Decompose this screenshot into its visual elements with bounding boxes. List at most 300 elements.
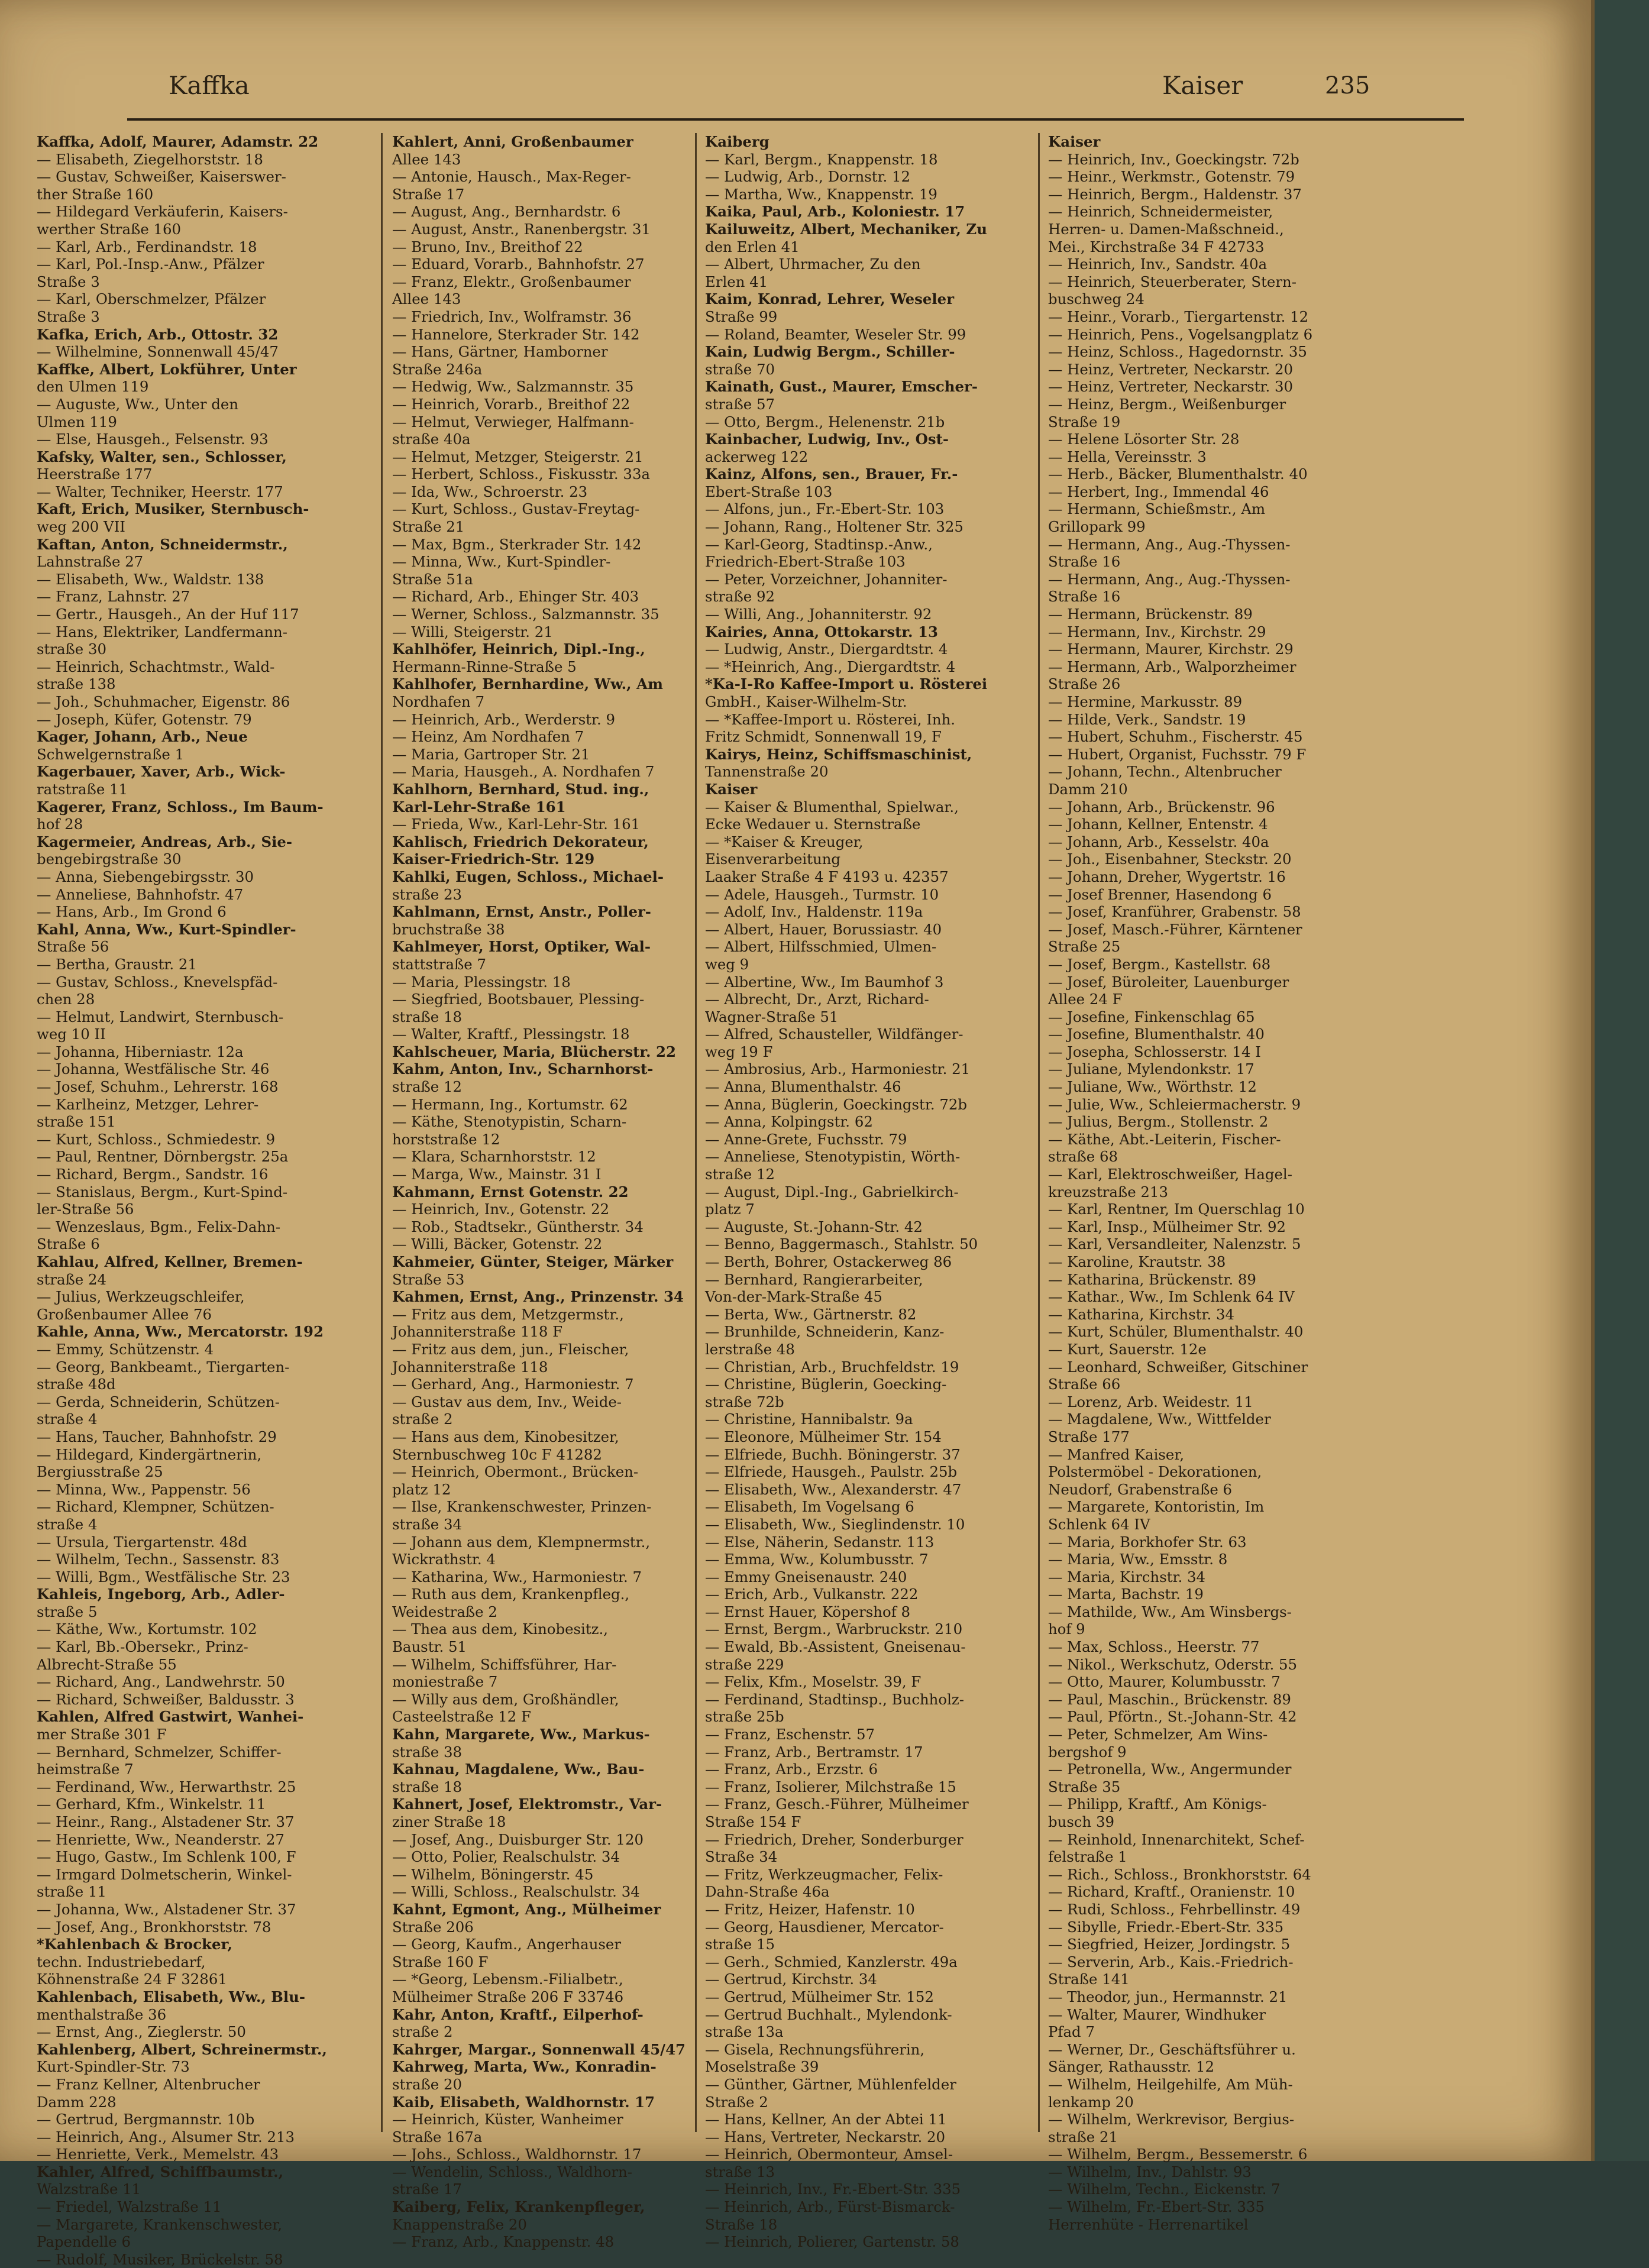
directory-entry: — Auguste, Ww., Unter den <box>37 395 239 413</box>
directory-entry: Kahl, Anna, Ww., Kurt-Spindler- <box>37 920 296 938</box>
directory-entry: — Gertrud, Kirchstr. 34 <box>705 1971 877 1988</box>
directory-entry: Straße 21 <box>392 518 465 536</box>
directory-entry: Großenbaumer Allee 76 <box>37 1305 212 1323</box>
directory-entry: — Anneliese, Stenotypistin, Wörth- <box>705 1148 961 1166</box>
directory-entry: Kagerer, Franz, Schloss., Im Baum- <box>37 798 324 816</box>
directory-entry: — Albert, Hilfsschmied, Ulmen- <box>705 938 937 956</box>
directory-entry: — Auguste, St.-Johann-Str. 42 <box>705 1218 923 1235</box>
directory-entry: — Gertrud, Mülheimer Str. 152 <box>705 1988 934 2005</box>
directory-entry: straße 4 <box>37 1515 98 1533</box>
directory-entry: bengebirgstraße 30 <box>37 850 182 868</box>
directory-entry: — Elisabeth, Im Vogelsang 6 <box>705 1498 914 1516</box>
directory-entry: — Heinrich, Vorarb., Breithof 22 <box>392 395 630 413</box>
directory-entry: Kahmann, Ernst Gotenstr. 22 <box>392 1183 629 1201</box>
directory-entry: den Ulmen 119 <box>37 378 149 396</box>
directory-entry: — Willi, Ang., Johanniterstr. 92 <box>705 606 932 623</box>
directory-entry: — Peter, Vorzeichner, Johanniter- <box>705 570 948 588</box>
directory-entry: — Wilhelm, Schiffsführer, Har- <box>392 1655 617 1673</box>
directory-entry: Kain, Ludwig Bergm., Schiller- <box>705 343 955 361</box>
directory-entry: — Heinrich, Obermont., Brücken- <box>392 1463 639 1481</box>
directory-entry: Fritz Schmidt, Sonnenwall 19, F <box>705 728 942 746</box>
directory-entry: — Käthe, Ww., Kortumstr. 102 <box>37 1620 257 1638</box>
directory-entry: straße 23 <box>392 885 463 903</box>
directory-entry: — Hermann, Arb., Walporzheimer <box>1048 658 1296 675</box>
column-divider <box>381 133 383 2132</box>
directory-entry: ther Straße 160 <box>37 185 154 203</box>
header-left-word: Kaffka <box>169 71 250 100</box>
directory-entry: Kahlen, Alfred Gastwirt, Wanhei- <box>37 1708 304 1726</box>
directory-entry: Bergiusstraße 25 <box>37 1463 163 1481</box>
directory-entry: — Theodor, jun., Hermannstr. 21 <box>1048 1988 1288 2005</box>
directory-entry: — Hans, Kellner, An der Abtei 11 <box>705 2111 947 2128</box>
directory-entry: Kahle, Anna, Ww., Mercatorstr. 192 <box>37 1323 324 1341</box>
directory-entry: — Anna, Kolpingstr. 62 <box>705 1113 873 1131</box>
directory-entry: — Josef, Bergm., Kastellstr. 68 <box>1048 955 1271 973</box>
directory-entry: Mei., Kirchstraße 34 F 42733 <box>1048 238 1265 255</box>
directory-entry: — Siegfried, Heizer, Jordingstr. 5 <box>1048 1936 1291 1953</box>
directory-entry: heimstraße 7 <box>37 1761 134 1778</box>
directory-entry: Straße 2 <box>705 2093 768 2111</box>
directory-entry: — Bernhard, Rangierarbeiter, <box>705 1270 923 1288</box>
directory-entry: — Katharina, Ww., Harmoniestr. 7 <box>392 1568 642 1586</box>
directory-entry: — Wilhelm, Werkrevisor, Bergius- <box>1048 2111 1295 2128</box>
directory-entry: — August, Anstr., Ranenbergstr. 31 <box>392 220 651 238</box>
directory-entry: Sänger, Rathausstr. 12 <box>1048 2058 1215 2076</box>
directory-entry: — Johann aus dem, Klempnermstr., <box>392 1533 651 1551</box>
directory-entry: — Johanna, Westfälische Str. 46 <box>37 1060 270 1078</box>
directory-entry: — Peter, Schmelzer, Am Wins- <box>1048 1726 1268 1743</box>
directory-entry: — Frieda, Ww., Karl-Lehr-Str. 161 <box>392 816 641 833</box>
directory-entry: — Wilhelm, Techn., Eickenstr. 7 <box>1048 2180 1281 2198</box>
directory-entry: Straße 99 <box>705 308 778 325</box>
directory-entry: — Wilhelm, Bergm., Bessemerstr. 6 <box>1048 2146 1308 2163</box>
directory-entry: — Ida, Ww., Schroerstr. 23 <box>392 483 588 500</box>
directory-entry: straße 40a <box>392 431 471 448</box>
directory-entry: — Heinz, Schloss., Hagedornstr. 35 <box>1048 343 1307 361</box>
directory-entry: Ulmen 119 <box>37 413 117 431</box>
directory-entry: Kahnt, Egmont, Ang., Mülheimer <box>392 1900 661 1918</box>
directory-entry: — Fritz, Werkzeugmacher, Felix- <box>705 1865 943 1883</box>
directory-entry: — Albrecht, Dr., Arzt, Richard- <box>705 991 929 1008</box>
directory-entry: — *Georg, Lebensm.-Filialbetr., <box>392 1971 623 1988</box>
column-2 <box>392 133 723 2251</box>
directory-entry: Kainbacher, Ludwig, Inv., Ost- <box>705 431 949 448</box>
directory-entry: straße 2 <box>392 1410 453 1428</box>
directory-entry: Allee 24 F <box>1048 991 1123 1008</box>
directory-entry: — Nikol., Werkschutz, Oderstr. 55 <box>1048 1655 1298 1673</box>
directory-entry: — Franz, Isolierer, Milchstraße 15 <box>705 1778 956 1795</box>
directory-entry: Schwelgernstraße 1 <box>37 745 185 763</box>
directory-entry: Kurt-Spindler-Str. 73 <box>37 2058 190 2076</box>
directory-entry: Kaiser <box>1048 133 1101 150</box>
directory-entry: lerstraße 48 <box>705 1340 795 1358</box>
directory-entry: Moselstraße 39 <box>705 2058 819 2076</box>
directory-entry: Neudorf, Grabenstraße 6 <box>1048 1480 1233 1498</box>
directory-entry: straße 30 <box>37 640 107 658</box>
directory-entry: — Elfriede, Hausgeh., Paulstr. 25b <box>705 1463 958 1481</box>
directory-entry: — Helmut, Verwieger, Halfmann- <box>392 413 634 431</box>
directory-entry: — Josef, Schuhm., Lehrerstr. 168 <box>37 1078 279 1096</box>
directory-entry: — Margarete, Kontoristin, Im <box>1048 1498 1265 1516</box>
directory-entry: — Maria, Kirchstr. 34 <box>1048 1568 1206 1586</box>
directory-entry: platz 12 <box>392 1480 451 1498</box>
directory-entry: hof 28 <box>37 816 83 833</box>
directory-entry: — Richard, Bergm., Sandstr. 16 <box>37 1166 269 1183</box>
directory-entry: Kahm, Anton, Inv., Scharnhorst- <box>392 1060 654 1078</box>
directory-entry: Kaiberg <box>705 133 769 150</box>
directory-entry: — Hans, Vertreter, Neckarstr. 20 <box>705 2128 946 2146</box>
directory-entry: Kaffke, Albert, Lokführer, Unter <box>37 360 297 378</box>
directory-entry: werther Straße 160 <box>37 220 182 238</box>
directory-entry: — Karl, Rentner, Im Querschlag 10 <box>1048 1201 1305 1218</box>
directory-entry: — Martha, Ww., Knappenstr. 19 <box>705 185 937 203</box>
directory-entry: Straße 16 <box>1048 588 1121 606</box>
column-divider <box>1038 133 1040 2132</box>
directory-entry: Kaim, Konrad, Lehrer, Weseler <box>705 290 955 308</box>
directory-entry: — Rob., Stadtsekr., Güntherstr. 34 <box>392 1218 644 1235</box>
directory-entry: Kahlscheuer, Maria, Blücherstr. 22 <box>392 1043 676 1060</box>
directory-entry: — Käthe, Abt.-Leiterin, Fischer- <box>1048 1130 1281 1148</box>
directory-entry: Von-der-Mark-Straße 45 <box>705 1288 882 1306</box>
directory-entry: — Richard, Schweißer, Baldusstr. 3 <box>37 1690 295 1708</box>
directory-entry: straße 24 <box>37 1270 107 1288</box>
directory-entry: Friedrich-Ebert-Straße 103 <box>705 553 906 571</box>
directory-entry: Wagner-Straße 51 <box>705 1008 839 1025</box>
directory-entry: — Josefine, Blumenthalstr. 40 <box>1048 1025 1265 1043</box>
directory-entry: — Hermann, Brückenstr. 89 <box>1048 606 1253 623</box>
directory-entry: straße 229 <box>705 1655 784 1673</box>
directory-entry: — Gertrud Buchhalt., Mylendonk- <box>705 2005 952 2023</box>
directory-entry: — Johs., Schloss., Waldhornstr. 17 <box>392 2146 642 2163</box>
directory-entry: — Käthe, Stenotypistin, Scharn- <box>392 1113 627 1131</box>
directory-entry: — Elfriede, Buchh. Böningerstr. 37 <box>705 1445 961 1463</box>
directory-entry: — Josef, Ang., Bronkhorststr. 78 <box>37 1918 271 1936</box>
directory-entry: — Hugo, Gastw., Im Schlenk 100, F <box>37 1848 296 1866</box>
directory-entry: — Heinrich, Schneidermeister, <box>1048 203 1273 221</box>
directory-entry: — Klara, Scharnhorststr. 12 <box>392 1148 596 1166</box>
directory-entry: — Maria, Plessingstr. 18 <box>392 973 571 991</box>
directory-entry: stattstraße 7 <box>392 955 486 973</box>
directory-entry: — Heinrich, Arb., Fürst-Bismarck- <box>705 2198 955 2216</box>
directory-entry: Kahlau, Alfred, Kellner, Bremen- <box>37 1253 303 1270</box>
directory-entry: — Richard, Arb., Ehinger Str. 403 <box>392 588 639 606</box>
directory-entry: — Hermann, Ang., Aug.-Thyssen- <box>1048 535 1291 553</box>
directory-entry: Straße 56 <box>37 938 109 956</box>
directory-entry: *Kahlenbach & Brocker, <box>37 1936 233 1953</box>
directory-entry: Kahlenberg, Albert, Schreinermstr., <box>37 2040 327 2058</box>
directory-entry: — Richard, Klempner, Schützen- <box>37 1498 274 1516</box>
directory-entry: — Helene Lösorter Str. 28 <box>1048 431 1240 448</box>
directory-entry: — Johann, Kellner, Entenstr. 4 <box>1048 816 1268 833</box>
directory-entry: *Ka-I-Ro Kaffee-Import u. Rösterei <box>705 675 988 693</box>
directory-entry: — Henriette, Verk., Memelstr. 43 <box>37 2146 279 2163</box>
directory-entry: — Alfred, Schausteller, Wildfänger- <box>705 1025 963 1043</box>
directory-entry: Johanniterstraße 118 <box>392 1358 548 1376</box>
directory-entry: — Serverin, Arb., Kais.-Friedrich- <box>1048 1953 1294 1971</box>
directory-entry: — Elisabeth, Ww., Alexanderstr. 47 <box>705 1480 962 1498</box>
directory-entry: Straße 3 <box>37 273 100 290</box>
directory-entry: — Elisabeth, Ziegelhorststr. 18 <box>37 150 263 168</box>
directory-entry: — Heinrich, Pens., Vogelsangplatz 6 <box>1048 325 1313 343</box>
directory-entry: den Erlen 41 <box>705 238 800 255</box>
directory-entry: — Johann, Dreher, Wygertstr. 16 <box>1048 868 1286 885</box>
directory-entry: straße 17 <box>392 2180 463 2198</box>
directory-entry: — Kurt, Schloss., Schmiedestr. 9 <box>37 1130 276 1148</box>
directory-entry: — Kathar., Ww., Im Schlenk 64 IV <box>1048 1288 1295 1306</box>
directory-entry: Straße 18 <box>705 2215 778 2233</box>
directory-entry: straße 34 <box>392 1515 463 1533</box>
directory-entry: — Karl-Georg, Stadtinsp.-Anw., <box>705 535 933 553</box>
directory-entry: — Ludwig, Anstr., Diergardtstr. 4 <box>705 640 948 658</box>
directory-entry: Herrenhüte - Herrenartikel <box>1048 2215 1249 2233</box>
directory-entry: Kairies, Anna, Ottokarstr. 13 <box>705 623 938 640</box>
book-edge <box>1591 0 1649 2161</box>
directory-entry: — Erich, Arb., Vulkanstr. 222 <box>705 1586 919 1603</box>
directory-entry: Kahmen, Ernst, Ang., Prinzenstr. 34 <box>392 1288 684 1306</box>
directory-entry: — Kaiser & Blumenthal, Spielwar., <box>705 798 959 816</box>
directory-entry: — Wilhelm, Techn., Sassenstr. 83 <box>37 1551 280 1568</box>
directory-entry: — Walter, Maurer, Windhuker <box>1048 2005 1266 2023</box>
directory-entry: — Gerhard, Ang., Harmoniestr. 7 <box>392 1376 634 1393</box>
directory-entry: — Hermine, Markusstr. 89 <box>1048 693 1243 710</box>
directory-entry: Kairys, Heinz, Schiffsmaschinist, <box>705 745 972 763</box>
directory-entry: — Friedel, Walzstraße 11 <box>37 2198 222 2216</box>
directory-entry: — Kurt, Schloss., Gustav-Freytag- <box>392 500 640 518</box>
directory-entry: — Herb., Bäcker, Blumenthalstr. 40 <box>1048 465 1308 483</box>
directory-entry: — Lorenz, Arb. Weidestr. 11 <box>1048 1393 1253 1410</box>
directory-entry: — Manfred Kaiser, <box>1048 1445 1185 1463</box>
directory-entry: — Adele, Hausgeh., Turmstr. 10 <box>705 885 939 903</box>
directory-entry: Grillopark 99 <box>1048 518 1146 536</box>
directory-entry: — Julie, Ww., Schleiermacherstr. 9 <box>1048 1095 1301 1113</box>
directory-entry: — Christine, Büglerin, Goecking- <box>705 1376 947 1393</box>
directory-entry: — Karoline, Krautstr. 38 <box>1048 1253 1226 1270</box>
directory-entry: straße 12 <box>392 1078 463 1096</box>
directory-entry: Walzstraße 11 <box>37 2180 141 2198</box>
directory-entry: — Wilhelm, Inv., Dahlstr. 93 <box>1048 2163 1252 2180</box>
directory-entry: Eisenverarbeitung <box>705 850 841 868</box>
directory-entry: Straße 160 F <box>392 1953 489 1971</box>
directory-entry: Mülheimer Straße 206 F 33746 <box>392 1988 624 2005</box>
directory-entry: Straße 51a <box>392 570 473 588</box>
directory-entry: — Heinz, Vertreter, Neckarstr. 30 <box>1048 378 1294 396</box>
directory-entry: — Benno, Baggermasch., Stahlstr. 50 <box>705 1235 978 1253</box>
directory-entry: Kailuweitz, Albert, Mechaniker, Zu <box>705 220 987 238</box>
directory-entry: — Karlheinz, Metzger, Lehrer- <box>37 1095 259 1113</box>
directory-entry: lenkamp 20 <box>1048 2093 1134 2111</box>
header-right-word: Kaiser <box>1162 71 1243 100</box>
directory-entry: — Karl, Versandleiter, Nalenzstr. 5 <box>1048 1235 1301 1253</box>
directory-entry: — Stanislaus, Bergm., Kurt-Spind- <box>37 1183 288 1201</box>
directory-entry: straße 20 <box>392 2075 463 2093</box>
directory-entry: — *Kaiser & Kreuger, <box>705 833 864 850</box>
directory-entry: buschweg 24 <box>1048 290 1144 308</box>
directory-entry: Kahlmeyer, Horst, Optiker, Wal- <box>392 938 651 956</box>
directory-entry: busch 39 <box>1048 1813 1114 1830</box>
directory-entry: Damm 210 <box>1048 780 1128 798</box>
directory-entry: — Ruth aus dem, Krankenpfleg., <box>392 1586 630 1603</box>
directory-entry: Kahlisch, Friedrich Dekorateur, <box>392 833 649 850</box>
directory-entry: straße 72b <box>705 1393 784 1410</box>
directory-entry: — Johann, Rang., Holtener Str. 325 <box>705 518 963 536</box>
directory-entry: — Max, Bgm., Sterkrader Str. 142 <box>392 535 642 553</box>
directory-entry: Kahlenbach, Elisabeth, Ww., Blu- <box>37 1988 306 2005</box>
directory-entry: — Eleonore, Mülheimer Str. 154 <box>705 1428 942 1445</box>
directory-entry: — Hildegard, Kindergärtnerin, <box>37 1445 262 1463</box>
directory-entry: straße 15 <box>705 1936 775 1953</box>
directory-entry: — Adolf, Inv., Haldenstr. 119a <box>705 903 923 921</box>
directory-entry: — Rudi, Schloss., Fehrbellinstr. 49 <box>1048 1900 1301 1918</box>
directory-entry: — Maria, Gartroper Str. 21 <box>392 745 590 763</box>
directory-entry: — Bruno, Inv., Breithof 22 <box>392 238 583 255</box>
directory-entry: — Helmut, Metzger, Steigerstr. 21 <box>392 448 644 465</box>
directory-entry: bruchstraße 38 <box>392 920 505 938</box>
directory-entry: Kaft, Erich, Musiker, Sternbusch- <box>37 500 309 518</box>
directory-entry: — Gertr., Hausgeh., An der Huf 117 <box>37 606 299 623</box>
directory-entry: — Heinrich, Inv., Sandstr. 40a <box>1048 255 1268 273</box>
directory-entry: Straße 19 <box>1048 413 1121 431</box>
directory-entry: — Else, Hausgeh., Felsenstr. 93 <box>37 431 269 448</box>
directory-entry: — Georg, Hausdiener, Mercator- <box>705 1918 944 1936</box>
directory-entry: — Heinrich, Obermonteur, Amsel- <box>705 2146 953 2163</box>
directory-entry: — Karl, Bb.-Obersekr., Prinz- <box>37 1638 248 1656</box>
directory-entry: — Hannelore, Sterkrader Str. 142 <box>392 325 640 343</box>
directory-entry: Dahn-Straße 46a <box>705 1883 830 1901</box>
directory-entry: — Julius, Bergm., Stollenstr. 2 <box>1048 1113 1269 1131</box>
directory-entry: — Hella, Vereinsstr. 3 <box>1048 448 1207 465</box>
directory-entry: — Herbert, Ing., Immendal 46 <box>1048 483 1269 500</box>
directory-entry: — Hedwig, Ww., Salzmannstr. 35 <box>392 378 634 396</box>
directory-entry: horststraße 12 <box>392 1130 500 1148</box>
directory-entry: — Hans, Gärtner, Hamborner <box>392 343 608 361</box>
directory-entry: — Johann, Arb., Kesselstr. 40a <box>1048 833 1269 850</box>
directory-entry: Straße 25 <box>1048 938 1121 956</box>
directory-entry: — Maria, Ww., Emsstr. 8 <box>1048 1551 1228 1568</box>
directory-entry: straße 13 <box>705 2163 775 2180</box>
directory-entry: Straße 66 <box>1048 1376 1121 1393</box>
directory-entry: — Karl, Arb., Ferdinandstr. 18 <box>37 238 257 255</box>
directory-entry: Köhnenstraße 24 F 32861 <box>37 1971 227 1988</box>
directory-entry: Kainath, Gust., Maurer, Emscher- <box>705 378 978 396</box>
directory-entry: — Gustav, Schloss., Knevelspfäd- <box>37 973 278 991</box>
directory-entry: — Werner, Schloss., Salzmannstr. 35 <box>392 606 659 623</box>
directory-entry: — Franz, Lahnstr. 27 <box>37 588 190 606</box>
directory-entry: — Johanna, Hiberniastr. 12a <box>37 1043 244 1060</box>
directory-entry: — Joh., Schuhmacher, Eigenstr. 86 <box>37 693 290 710</box>
directory-entry: — Heinrich, Arb., Werderstr. 9 <box>392 710 616 728</box>
directory-entry: — Karl, Insp., Mülheimer Str. 92 <box>1048 1218 1286 1235</box>
directory-entry: — Willy aus dem, Großhändler, <box>392 1690 619 1708</box>
directory-entry: — Thea aus dem, Kinobesitz., <box>392 1620 608 1638</box>
directory-entry: — Ludwig, Arb., Dornstr. 12 <box>705 168 911 186</box>
directory-entry: — Bernhard, Schmelzer, Schiffer- <box>37 1743 282 1761</box>
directory-entry: — Wilhelm, Fr.-Ebert-Str. 335 <box>1048 2198 1265 2216</box>
directory-entry: — Hans, Arb., Im Grond 6 <box>37 903 227 921</box>
directory-entry: — Hermann, Maurer, Kirchstr. 29 <box>1048 640 1294 658</box>
directory-entry: — Anna, Siebengebirgsstr. 30 <box>37 868 254 885</box>
directory-entry: Kafka, Erich, Arb., Ottostr. 32 <box>37 325 279 343</box>
directory-entry: — Marga, Ww., Mainstr. 31 I <box>392 1166 602 1183</box>
directory-entry: — Franz, Arb., Erzstr. 6 <box>705 1761 878 1778</box>
directory-entry: Laaker Straße 4 F 4193 u. 42357 <box>705 868 949 885</box>
directory-entry: — Wendelin, Schloss., Waldhorn- <box>392 2163 632 2180</box>
directory-entry: — Berta, Ww., Gärtnerstr. 82 <box>705 1305 917 1323</box>
directory-entry: — Heinz, Bergm., Weißenburger <box>1048 395 1286 413</box>
directory-entry: Kahn, Margarete, Ww., Markus- <box>392 1726 650 1743</box>
directory-entry: Straße 177 <box>1048 1428 1130 1445</box>
directory-entry: — Anne-Grete, Fuchsstr. 79 <box>705 1130 907 1148</box>
directory-entry: — Werner, Dr., Geschäftsführer u. <box>1048 2040 1296 2058</box>
directory-entry: — Paul, Maschin., Brückenstr. 89 <box>1048 1690 1291 1708</box>
directory-entry: felstraße 1 <box>1048 1848 1127 1866</box>
directory-entry: Kahr, Anton, Kraftf., Eilperhof- <box>392 2005 644 2023</box>
column-1 <box>37 133 368 2268</box>
directory-entry: — Heinrich, Küster, Wanheimer <box>392 2111 623 2128</box>
directory-entry: straße 2 <box>392 2023 453 2041</box>
directory-entry: Kaffka, Adolf, Maurer, Adamstr. 22 <box>37 133 319 150</box>
directory-entry: Damm 228 <box>37 2093 117 2111</box>
directory-entry: — Josef, Ang., Duisburger Str. 120 <box>392 1830 644 1848</box>
directory-entry: — Irmgard Dolmetscherin, Winkel- <box>37 1865 292 1883</box>
directory-entry: Kagerbauer, Xaver, Arb., Wick- <box>37 763 286 781</box>
directory-entry: — Wilhelmine, Sonnenwall 45/47 <box>37 343 279 361</box>
directory-entry: — Joh., Eisenbahner, Steckstr. 20 <box>1048 850 1292 868</box>
directory-entry: straße 57 <box>705 395 775 413</box>
directory-entry: — Siegfried, Bootsbauer, Plessing- <box>392 991 645 1008</box>
directory-entry: — Marta, Bachstr. 19 <box>1048 1586 1204 1603</box>
directory-entry: — Josef, Büroleiter, Lauenburger <box>1048 973 1289 991</box>
directory-entry: — Karl, Bergm., Knappenstr. 18 <box>705 150 938 168</box>
directory-entry: — Otto, Maurer, Kolumbusstr. 7 <box>1048 1673 1281 1691</box>
directory-entry: Hermann-Rinne-Straße 5 <box>392 658 577 675</box>
directory-entry: — Josepha, Schlosserstr. 14 I <box>1048 1043 1261 1060</box>
directory-entry: — Willi, Bgm., Westfälische Str. 23 <box>37 1568 290 1586</box>
directory-entry: — Minna, Ww., Kurt-Spindler- <box>392 553 611 571</box>
directory-entry: Kahler, Alfred, Schiffbaumstr., <box>37 2163 284 2180</box>
directory-entry: Kaiser <box>705 780 758 798</box>
directory-entry: menthalstraße 36 <box>37 2005 167 2023</box>
directory-entry: Kagermeier, Andreas, Arb., Sie- <box>37 833 293 850</box>
directory-entry: — Anna, Blumenthalstr. 46 <box>705 1078 901 1096</box>
directory-entry: — Eduard, Vorarb., Bahnhofstr. 27 <box>392 255 645 273</box>
directory-entry: — Hubert, Organist, Fuchsstr. 79 F <box>1048 745 1307 763</box>
directory-entry: — Ernst, Ang., Zieglerstr. 50 <box>37 2023 246 2041</box>
directory-entry: Kahmeier, Günter, Steiger, Märker <box>392 1253 674 1270</box>
page-number: 235 <box>1325 72 1370 99</box>
directory-entry: — Hermann, Ing., Kortumstr. 62 <box>392 1095 628 1113</box>
directory-entry: — Magdalene, Ww., Wittfelder <box>1048 1410 1271 1428</box>
directory-entry: — Heinr., Werkmstr., Gotenstr. 79 <box>1048 168 1295 186</box>
directory-entry: Casteelstraße 12 F <box>392 1708 531 1726</box>
directory-entry: — Ursula, Tiergartenstr. 48d <box>37 1533 247 1551</box>
directory-entry: — Maria, Borkhofer Str. 63 <box>1048 1533 1247 1551</box>
directory-entry: straße 70 <box>705 360 775 378</box>
directory-entry: Kahlhorn, Bernhard, Stud. ing., <box>392 780 649 798</box>
directory-entry: Weidestraße 2 <box>392 1603 497 1620</box>
directory-entry: — Brunhilde, Schneiderin, Kanz- <box>705 1323 945 1341</box>
directory-entry: Pfad 7 <box>1048 2023 1095 2041</box>
directory-entry: — Paul, Pförtn., St.-Johann-Str. 42 <box>1048 1708 1297 1726</box>
column-divider <box>695 133 697 2132</box>
directory-entry: Lahnstraße 27 <box>37 553 144 571</box>
directory-entry: — Albert, Uhrmacher, Zu den <box>705 255 921 273</box>
directory-entry: — Richard, Kraftf., Oranienstr. 10 <box>1048 1883 1295 1901</box>
directory-entry: Kaftan, Anton, Schneidermstr., <box>37 535 288 553</box>
directory-entry: — Johanna, Ww., Alstadener Str. 37 <box>37 1900 296 1918</box>
directory-entry: — Henriette, Ww., Neanderstr. 27 <box>37 1830 284 1848</box>
directory-entry: — Anna, Büglerin, Goeckingstr. 72b <box>705 1095 967 1113</box>
directory-entry: Ebert-Straße 103 <box>705 483 833 500</box>
